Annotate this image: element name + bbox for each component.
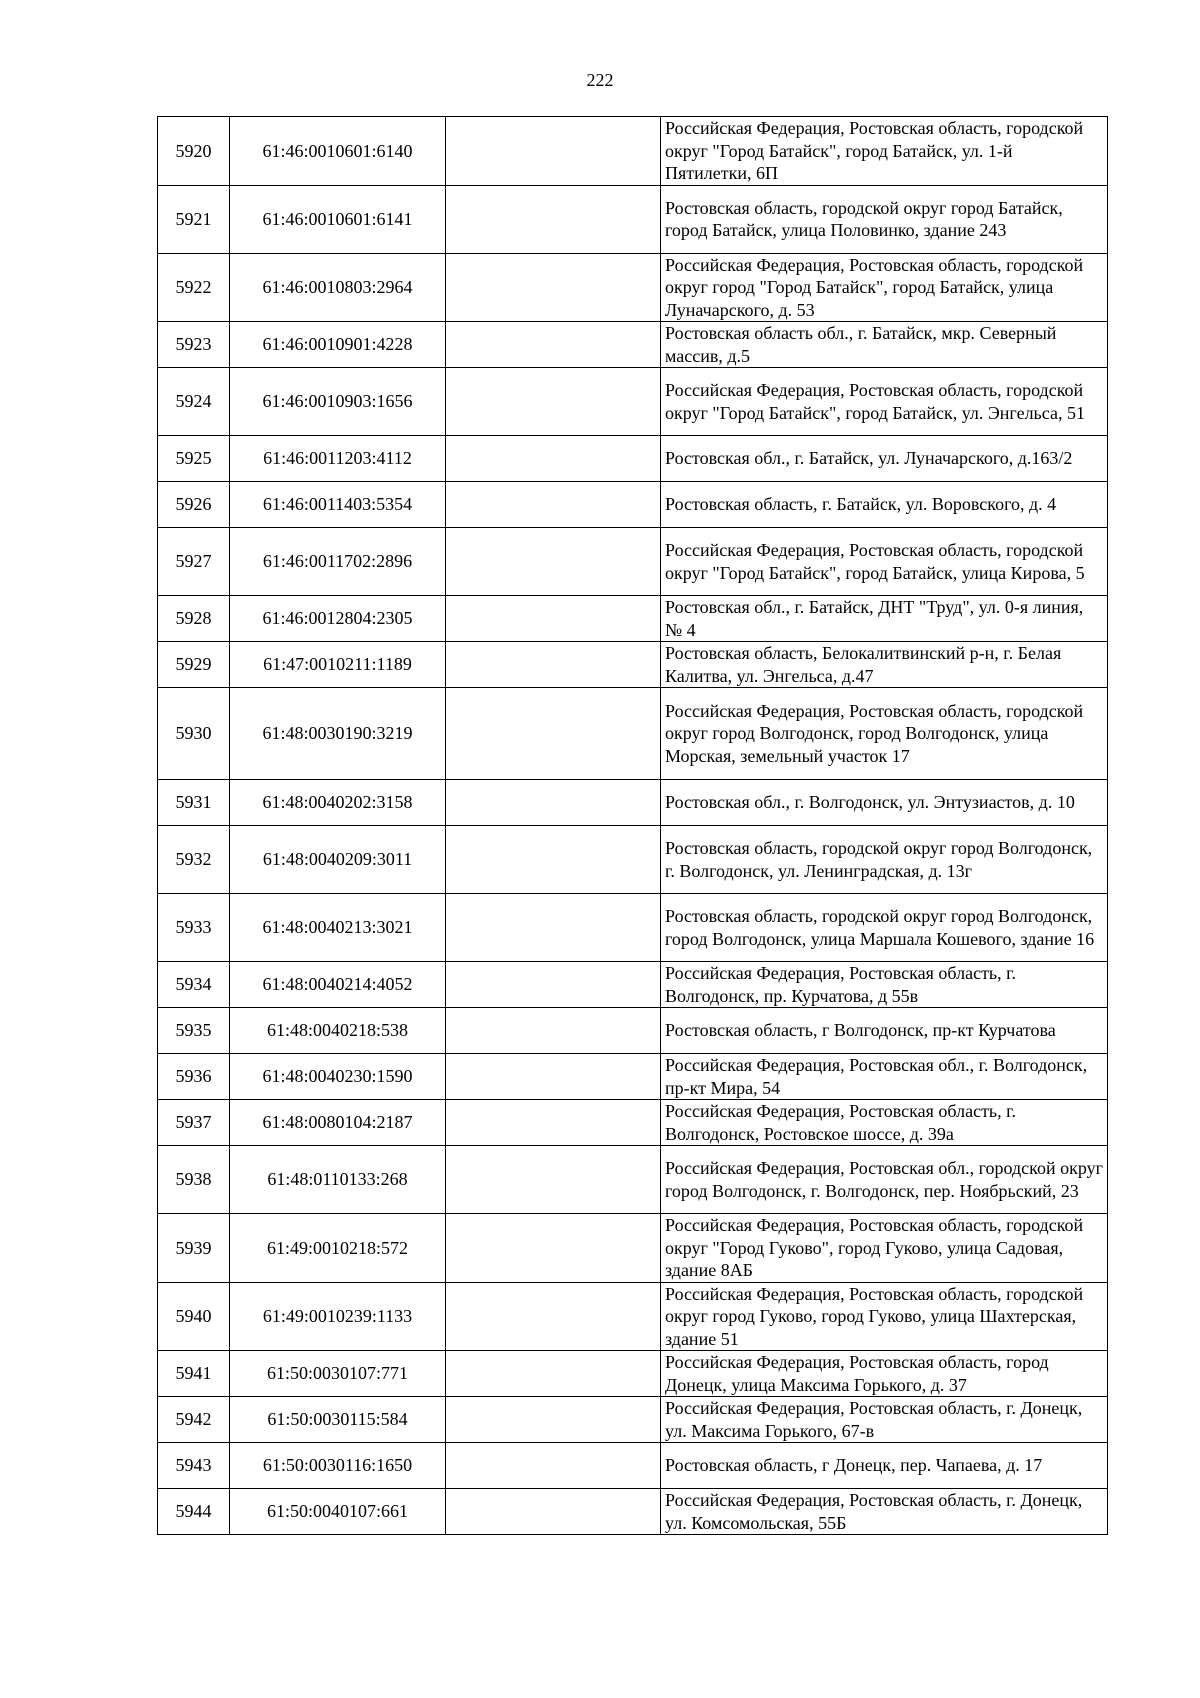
table-row — [158, 1214, 1108, 1283]
empty-cell — [446, 1443, 661, 1489]
cadastral-number: 61:48:0040218:538 — [230, 1008, 446, 1054]
address: Российская Федерация, Ростовская область, городской округ "Город Батайск", город Батайск, улица Кирова, 5 — [661, 528, 1108, 596]
empty-cell — [446, 1054, 661, 1100]
table-row — [158, 780, 1108, 826]
table-row — [158, 1054, 1108, 1100]
table-row — [158, 962, 1108, 1008]
row-number: 5922 — [158, 253, 230, 322]
row-number: 5924 — [158, 368, 230, 436]
row-number: 5923 — [158, 322, 230, 368]
table-row — [158, 528, 1108, 596]
table-row — [158, 894, 1108, 962]
empty-cell — [446, 185, 661, 253]
cadastral-number: 61:46:0010601:6141 — [230, 185, 446, 253]
empty-cell — [446, 1282, 661, 1351]
cadastral-number: 61:49:0010218:572 — [230, 1214, 446, 1283]
page-number: 222 — [586, 70, 614, 90]
row-number: 5941 — [158, 1351, 230, 1397]
parcel-table-body — [158, 117, 1108, 1535]
address: Ростовская область, городской округ город Волгодонск, город Волгодонск, улица Маршала Кошевого, здание 16 — [661, 894, 1108, 962]
cadastral-number: 61:50:0030116:1650 — [230, 1443, 446, 1489]
table-row — [158, 826, 1108, 894]
row-number: 5930 — [158, 688, 230, 780]
address: Российская Федерация, Ростовская область, городской округ "Город Батайск", город Батайск, ул. 1-й Пятилетки, 6П — [661, 117, 1108, 186]
row-number: 5936 — [158, 1054, 230, 1100]
address: Ростовская область, Белокалитвинский р-н, г. Белая Калитва, ул. Энгельса, д.47 — [661, 642, 1108, 688]
row-number: 5925 — [158, 436, 230, 482]
empty-cell — [446, 1397, 661, 1443]
row-number: 5933 — [158, 894, 230, 962]
cadastral-number: 61:46:0010601:6140 — [230, 117, 446, 186]
empty-cell — [446, 962, 661, 1008]
cadastral-number: 61:48:0040209:3011 — [230, 826, 446, 894]
row-number: 5920 — [158, 117, 230, 186]
table-row — [158, 117, 1108, 186]
address: Ростовская область обл., г. Батайск, мкр. Северный массив, д.5 — [661, 322, 1108, 368]
address: Ростовская область, городской округ город Волгодонск, г. Волгодонск, ул. Ленинградская, д. 13г — [661, 826, 1108, 894]
table-row — [158, 436, 1108, 482]
cadastral-number: 61:46:0011403:5354 — [230, 482, 446, 528]
address: Ростовская обл., г. Батайск, ул. Луначарского, д.163/2 — [661, 436, 1108, 482]
table-row — [158, 596, 1108, 642]
parcel-table — [157, 116, 1108, 1535]
address: Российская Федерация, Ростовская область, городской округ "Город Гуково", город Гуково, улица Садовая, здание 8АБ — [661, 1214, 1108, 1283]
empty-cell — [446, 117, 661, 186]
table-row — [158, 253, 1108, 322]
cadastral-number: 61:50:0030115:584 — [230, 1397, 446, 1443]
address: Российская Федерация, Ростовская область, городской округ город Гуково, город Гуково, улица Шахтерская, здание 51 — [661, 1282, 1108, 1351]
address: Ростовская область, г. Батайск, ул. Воровского, д. 4 — [661, 482, 1108, 528]
table-row — [158, 1443, 1108, 1489]
row-number: 5938 — [158, 1146, 230, 1214]
cadastral-number: 61:48:0040213:3021 — [230, 894, 446, 962]
cadastral-number: 61:46:0010803:2964 — [230, 253, 446, 322]
table-row — [158, 1397, 1108, 1443]
empty-cell — [446, 1351, 661, 1397]
empty-cell — [446, 1146, 661, 1214]
row-number: 5939 — [158, 1214, 230, 1283]
row-number: 5931 — [158, 780, 230, 826]
cadastral-number: 61:46:0011702:2896 — [230, 528, 446, 596]
row-number: 5929 — [158, 642, 230, 688]
row-number: 5944 — [158, 1489, 230, 1535]
address: Российская Федерация, Ростовская область, город Донецк, улица Максима Горького, д. 37 — [661, 1351, 1108, 1397]
row-number: 5926 — [158, 482, 230, 528]
address: Ростовская обл., г. Волгодонск, ул. Энтузиастов, д. 10 — [661, 780, 1108, 826]
row-number: 5937 — [158, 1100, 230, 1146]
cadastral-number: 61:48:0040214:4052 — [230, 962, 446, 1008]
address: Российская Федерация, Ростовская обл., г. Волгодонск, пр-кт Мира, 54 — [661, 1054, 1108, 1100]
empty-cell — [446, 826, 661, 894]
empty-cell — [446, 1008, 661, 1054]
row-number: 5928 — [158, 596, 230, 642]
table-row — [158, 688, 1108, 780]
cadastral-number: 61:46:0010901:4228 — [230, 322, 446, 368]
row-number: 5942 — [158, 1397, 230, 1443]
empty-cell — [446, 642, 661, 688]
empty-cell — [446, 436, 661, 482]
empty-cell — [446, 596, 661, 642]
empty-cell — [446, 688, 661, 780]
address: Ростовская область, г Волгодонск, пр-кт Курчатова — [661, 1008, 1108, 1054]
table-row — [158, 368, 1108, 436]
cadastral-number: 61:48:0040202:3158 — [230, 780, 446, 826]
empty-cell — [446, 1489, 661, 1535]
empty-cell — [446, 253, 661, 322]
table-row — [158, 1282, 1108, 1351]
address: Российская Федерация, Ростовская область, городской округ город Волгодонск, город Волгодонск, улица Морская, земельный участок 17 — [661, 688, 1108, 780]
empty-cell — [446, 780, 661, 826]
cadastral-number: 61:48:0030190:3219 — [230, 688, 446, 780]
row-number: 5940 — [158, 1282, 230, 1351]
row-number: 5935 — [158, 1008, 230, 1054]
table-row — [158, 185, 1108, 253]
table-row — [158, 1351, 1108, 1397]
row-number: 5927 — [158, 528, 230, 596]
address: Российская Федерация, Ростовская область, городской округ город "Город Батайск", город Батайск, улица Луначарского, д. 53 — [661, 253, 1108, 322]
row-number: 5921 — [158, 185, 230, 253]
address: Ростовская область, г Донецк, пер. Чапаева, д. 17 — [661, 1443, 1108, 1489]
empty-cell — [446, 1100, 661, 1146]
address: Российская Федерация, Ростовская обл., городской округ город Волгодонск, г. Волгодонск, пер. Ноябрьский, 23 — [661, 1146, 1108, 1214]
cadastral-number: 61:48:0080104:2187 — [230, 1100, 446, 1146]
cadastral-number: 61:50:0030107:771 — [230, 1351, 446, 1397]
address: Российская Федерация, Ростовская область, городской округ "Город Батайск", город Батайск, ул. Энгельса, 51 — [661, 368, 1108, 436]
address: Ростовская область, городской округ город Батайск, город Батайск, улица Половинко, здание 243 — [661, 185, 1108, 253]
table-row — [158, 1008, 1108, 1054]
cadastral-number: 61:49:0010239:1133 — [230, 1282, 446, 1351]
cadastral-number: 61:46:0012804:2305 — [230, 596, 446, 642]
empty-cell — [446, 528, 661, 596]
empty-cell — [446, 1214, 661, 1283]
empty-cell — [446, 368, 661, 436]
cadastral-number: 61:48:0110133:268 — [230, 1146, 446, 1214]
cadastral-number: 61:46:0011203:4112 — [230, 436, 446, 482]
cadastral-number: 61:47:0010211:1189 — [230, 642, 446, 688]
empty-cell — [446, 482, 661, 528]
table-row — [158, 482, 1108, 528]
address: Российская Федерация, Ростовская область, г. Волгодонск, пр. Курчатова, д 55в — [661, 962, 1108, 1008]
table-row — [158, 1489, 1108, 1535]
address: Российская Федерация, Ростовская область, г. Донецк, ул. Комсомольская, 55Б — [661, 1489, 1108, 1535]
table-row — [158, 642, 1108, 688]
address: Ростовская обл., г. Батайск, ДНТ "Труд", ул. 0-я линия, № 4 — [661, 596, 1108, 642]
table-row — [158, 322, 1108, 368]
cadastral-number: 61:48:0040230:1590 — [230, 1054, 446, 1100]
address: Российская Федерация, Ростовская область, г. Донецк, ул. Максима Горького, 67-в — [661, 1397, 1108, 1443]
empty-cell — [446, 894, 661, 962]
table-row — [158, 1100, 1108, 1146]
row-number: 5932 — [158, 826, 230, 894]
address: Российская Федерация, Ростовская область, г. Волгодонск, Ростовское шоссе, д. 39а — [661, 1100, 1108, 1146]
table-row — [158, 1146, 1108, 1214]
row-number: 5943 — [158, 1443, 230, 1489]
row-number: 5934 — [158, 962, 230, 1008]
cadastral-number: 61:46:0010903:1656 — [230, 368, 446, 436]
empty-cell — [446, 322, 661, 368]
cadastral-number: 61:50:0040107:661 — [230, 1489, 446, 1535]
